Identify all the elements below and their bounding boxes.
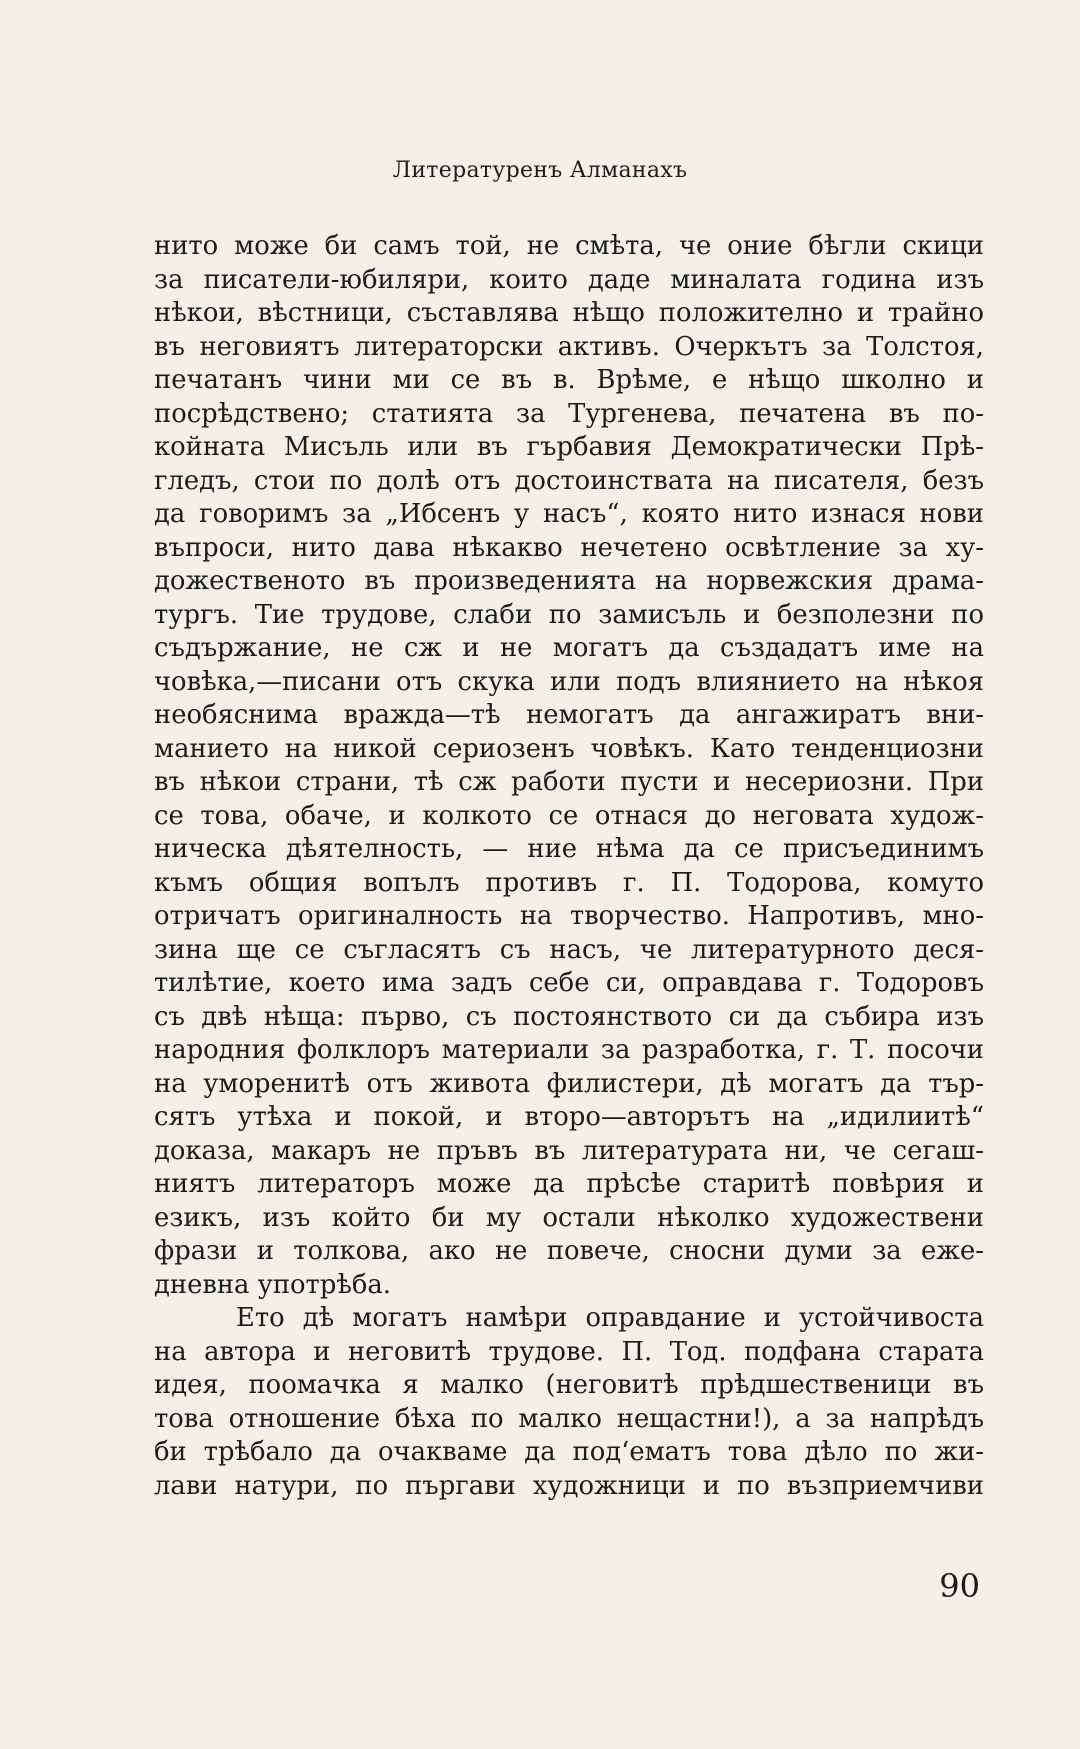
text-line: дожественото въ произведенията на норвежския драма- [154,566,984,596]
text-line: лави натури, по пъргави художници и по възприемчиви [154,1470,984,1501]
running-title: Литературенъ Алманахъ [392,158,688,183]
text-line: нито може би самъ той, не смѣта, че оние бѣгли скици [154,231,984,261]
text-line: къмъ общия вопълъ противъ г. П. Тодорова, комуто [154,867,984,898]
text-line: сятъ утѣха и покой, и второ—авторътъ на „идилиитѣ“ [154,1102,984,1132]
text-line: съдържание, не сж и не могатъ да създадатъ име на [154,633,984,663]
text-line: фрази и толкова, ако не повече, сносни думи за еже- [154,1236,984,1266]
text-line: отричатъ оригиналность на творчество. Напротивъ, мно- [154,901,984,931]
text-line: доказа, макаръ не пръвъ въ литературата ни, че сегаш- [154,1135,984,1166]
text-line: ниятъ литераторъ може да прѣсѣе старитѣ повѣрия и [154,1169,984,1199]
text-line: човѣка,—писани отъ скука или подъ влиянието на нѣкоя [154,666,984,697]
text-line: тилѣтие, което има задъ себе си, оправдава г. Тодоровъ [154,968,984,998]
text-line: печатанъ чини ми се въ в. Врѣме, е нѣщо школно и [154,365,984,395]
text-line: манието на никой сериозенъ човѣкъ. Като тенденциозни [154,733,984,764]
text-line: на уморенитѣ отъ живота филистери, дѣ могатъ да тър- [154,1068,984,1099]
text-line: въпроси, нито дава нѣкакво нечетено освѣтление за ху- [154,532,984,563]
text-line: идея, поомачка я малко (неговитѣ прѣдшественици въ [154,1370,984,1400]
paragraph [154,230,984,1302]
text-line: необяснима вражда—тѣ немогатъ да ангажиратъ вни- [154,700,984,730]
text-line: Ето дѣ могатъ намѣри оправдание и устойчивоста [236,1303,984,1333]
text-line: се това, обаче, и колкото се отнася до неговата худож- [154,800,984,831]
text-line: съ двѣ нѣща: първо, съ постоянството си да събира изъ [154,1001,984,1032]
text-line: за писатели-юбиляри, които даде миналата година изъ [154,264,984,295]
text-line: би трѣбало да очакваме да под‘ематъ това дѣло по жи- [154,1437,984,1467]
text-line: ническа дѣятелность, — ние нѣма да се присъединимъ [154,834,984,864]
text-line: койната Мисъль или въ гърбавия Демократически Прѣ- [154,432,984,462]
text-line: да говоримъ за „Ибсенъ у насъ“, която нито изнася нови [154,499,984,529]
text-line: това отношение бѣха по малко нещастни!), а за напрѣдъ [154,1403,984,1434]
text-line: зина ще се съгласятъ съ насъ, че литературното деся- [154,934,984,965]
text-line: тургъ. Тие трудове, слаби по замисъль и безполезни по [154,599,984,630]
text-line: въ неговиятъ литераторски активъ. Очеркътъ за Толстоя, [154,331,984,362]
text-line: посрѣдствено; статията за Тургенева, печатена въ по- [154,398,984,429]
text-line: езикъ, изъ който би му остали нѣколко художествени [154,1202,984,1233]
text-line: народния фолклоръ материали за разработка, г. Т. посочи [154,1035,984,1065]
body-text [154,230,984,1503]
text-line: въ нѣкои страни, тѣ сж работи пусти и несериозни. При [154,767,984,797]
text-line: на автора и неговитѣ трудове. П. Тод. подфана старата [154,1336,984,1367]
text-line: дневна употрѣба. [154,1269,391,1300]
text-line: нѣкои, вѣстници, съставлява нѣщо положително и трайно [154,298,984,328]
paragraph [154,1302,984,1503]
page-number: 90 [939,1567,980,1605]
text-line: гледъ, стои по долѣ отъ достоинствата на писателя, безъ [154,465,984,496]
